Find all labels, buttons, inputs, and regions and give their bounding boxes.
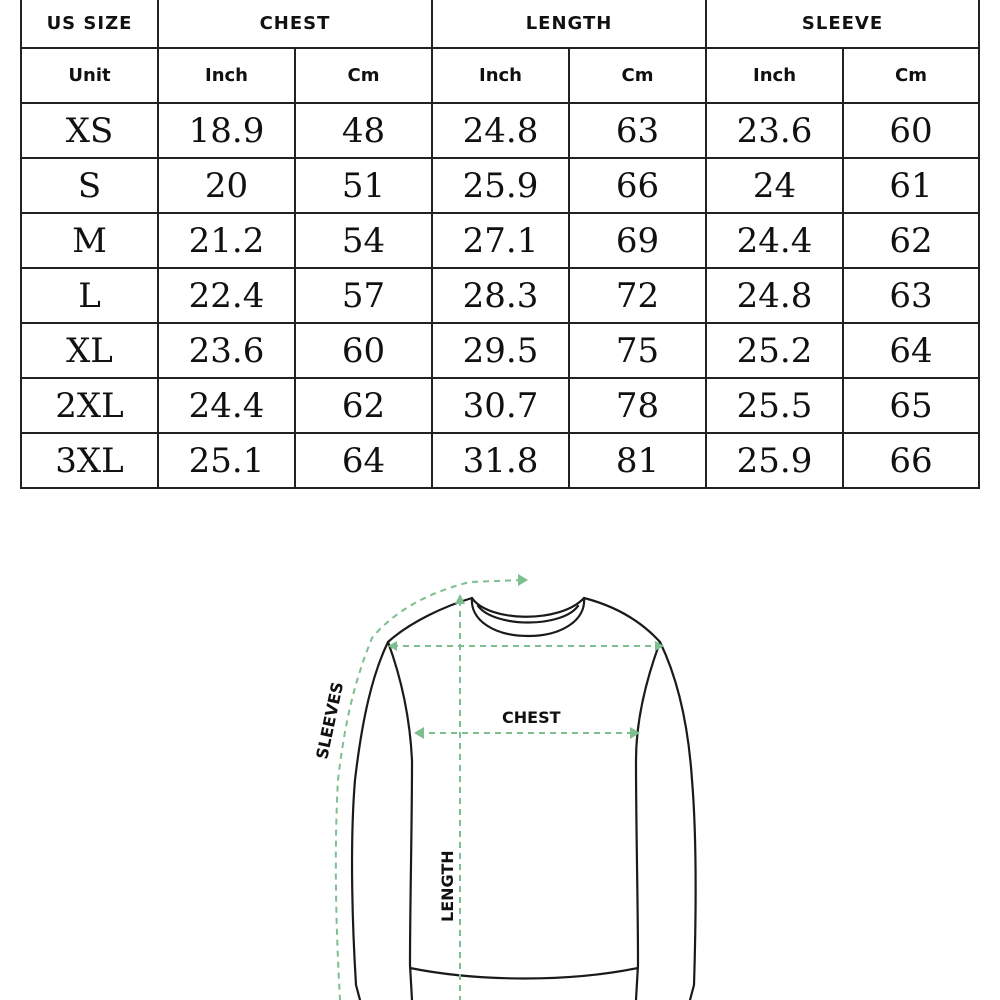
value-cell: 61: [843, 158, 979, 213]
table-row: [21, 158, 979, 213]
value-cell: 66: [569, 158, 706, 213]
value-cell: 51: [295, 158, 432, 213]
value-cell: 23.6: [706, 103, 843, 158]
value-cell: 24.4: [158, 378, 295, 433]
value-cell: 18.9: [158, 103, 295, 158]
value-cell: 66: [843, 433, 979, 488]
unit-cell: Cm: [295, 48, 432, 103]
unit-cell: Cm: [569, 48, 706, 103]
sweatshirt-measurement-diagram: [0, 480, 1000, 1000]
value-cell: 24.8: [706, 268, 843, 323]
size-cell: 3XL: [21, 433, 158, 488]
value-cell: 72: [569, 268, 706, 323]
value-cell: 63: [569, 103, 706, 158]
value-cell: 23.6: [158, 323, 295, 378]
unit-cell: Inch: [158, 48, 295, 103]
size-chart-table: [20, 0, 980, 489]
sleeve-header: SLEEVE: [706, 0, 979, 48]
value-cell: 29.5: [432, 323, 569, 378]
table-row: [21, 213, 979, 268]
value-cell: 28.3: [432, 268, 569, 323]
value-cell: 75: [569, 323, 706, 378]
value-cell: 20: [158, 158, 295, 213]
value-cell: 81: [569, 433, 706, 488]
length-arrow-top-icon: [455, 594, 465, 604]
size-cell: 2XL: [21, 378, 158, 433]
value-cell: 31.8: [432, 433, 569, 488]
size-cell: XS: [21, 103, 158, 158]
value-cell: 62: [843, 213, 979, 268]
value-cell: 78: [569, 378, 706, 433]
unit-cell: Inch: [706, 48, 843, 103]
value-cell: 54: [295, 213, 432, 268]
unit-cell: Inch: [432, 48, 569, 103]
table-row: [21, 323, 979, 378]
value-cell: 63: [843, 268, 979, 323]
chest-header: CHEST: [158, 0, 432, 48]
value-cell: 24.4: [706, 213, 843, 268]
value-cell: 25.2: [706, 323, 843, 378]
length-label: LENGTH: [438, 850, 457, 922]
sweatshirt-collar: [472, 598, 584, 636]
value-cell: 60: [295, 323, 432, 378]
value-cell: 69: [569, 213, 706, 268]
value-cell: 62: [295, 378, 432, 433]
table-row: [21, 268, 979, 323]
table-row: [21, 378, 979, 433]
value-cell: 30.7: [432, 378, 569, 433]
size-cell: S: [21, 158, 158, 213]
unit-cell: Cm: [843, 48, 979, 103]
us-size-header: US SIZE: [21, 0, 158, 48]
value-cell: 48: [295, 103, 432, 158]
value-cell: 25.5: [706, 378, 843, 433]
value-cell: 21.2: [158, 213, 295, 268]
value-cell: 25.9: [706, 433, 843, 488]
value-cell: 64: [295, 433, 432, 488]
size-cell: M: [21, 213, 158, 268]
table-row: [21, 103, 979, 158]
chest-arrow-left-icon: [414, 727, 424, 739]
sweatshirt-body: [352, 598, 696, 1000]
value-cell: 25.1: [158, 433, 295, 488]
size-cell: L: [21, 268, 158, 323]
length-header: LENGTH: [432, 0, 706, 48]
value-cell: 60: [843, 103, 979, 158]
value-cell: 22.4: [158, 268, 295, 323]
chest-label: CHEST: [502, 708, 561, 727]
value-cell: 24.8: [432, 103, 569, 158]
sleeve-measure-line: [336, 580, 522, 1000]
sleeve-arrow-icon: [518, 574, 528, 586]
value-cell: 65: [843, 378, 979, 433]
unit-header: Unit: [21, 48, 158, 103]
value-cell: 64: [843, 323, 979, 378]
size-cell: XL: [21, 323, 158, 378]
value-cell: 57: [295, 268, 432, 323]
value-cell: 25.9: [432, 158, 569, 213]
value-cell: 27.1: [432, 213, 569, 268]
sweatshirt-outline: [352, 598, 696, 1000]
measurement-guides: [336, 580, 660, 1000]
sleeves-label: SLEEVES: [312, 680, 348, 761]
value-cell: 24: [706, 158, 843, 213]
